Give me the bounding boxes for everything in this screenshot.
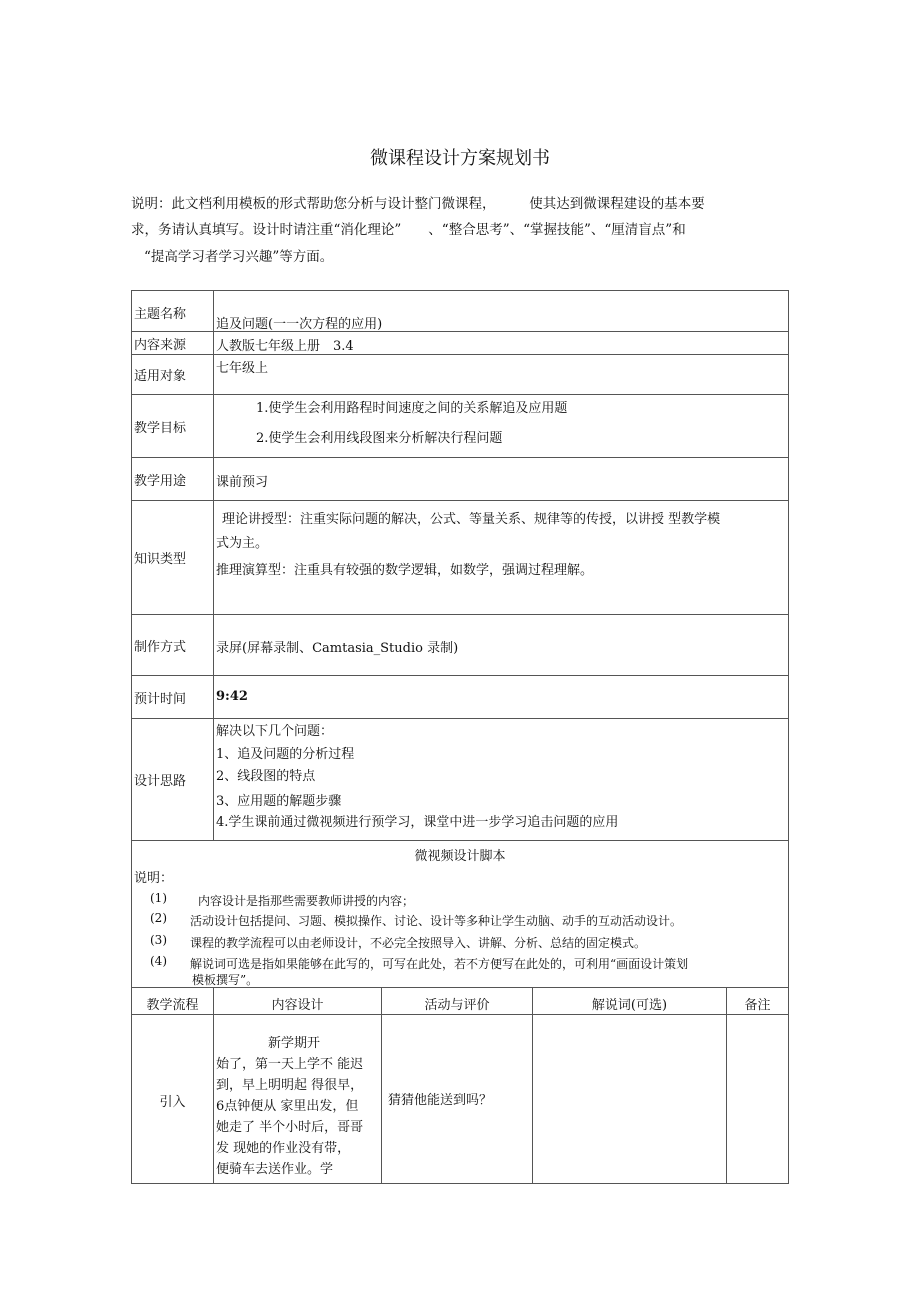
header-narration: 解说词(可选) [532,987,727,1015]
content-line: 6点钟便从 家里出发，但 [216,1099,359,1114]
content-line: 发 现她的作业没有带， [216,1141,351,1156]
note-number: (2) [150,911,167,925]
intro-line-2: 求，务请认真填写。设计时请注重“消化理论” 、“整合思考”、“掌握技能”、“厘清盲点”和 [131,222,686,238]
content-line: 到，早上明明起 得很早， [216,1078,364,1093]
value-time: 9:42 [213,675,789,719]
value-target: 七年级上 [213,354,789,395]
flow-content [213,1014,382,1184]
value-usage: 课前预习 [213,457,789,501]
content-line: 始了，第一天上学不 能迟 [216,1057,364,1072]
label-target: 适用对象 [131,354,214,395]
note-number: (1) [150,891,167,905]
label-source: 内容来源 [131,331,214,355]
label-time: 预计时间 [131,675,214,719]
value-design [213,718,789,841]
content-line: 便骑车去送作业。学 [216,1162,334,1177]
value-knowledge [213,500,789,615]
document-title: 微课程设计方案规划书 [370,148,550,169]
content-line: 新学期开 [216,1036,321,1051]
design-line: 解决以下几个问题： [216,724,334,739]
note-number: (3) [150,933,167,947]
knowledge-line: 推理演算型：注重具有较强的数学逻辑，如数学，强调过程理解。 [216,563,594,578]
note-text: 课程的教学流程可以由老师设计，不必完全按照导入、讲解、分析、总结的固定模式。 [190,936,647,950]
note-text: 模板撰写”。 [192,973,259,987]
header-remark: 备注 [726,987,789,1015]
design-line: 1、追及问题的分析过程 [216,747,355,762]
script-note-label: 说明： [134,871,174,886]
note-text: 活动设计包括提问、习题、模拟操作、讨论、设计等多种让学生动脑、动手的互动活动设计。 [190,914,683,928]
label-method: 制作方式 [131,614,214,676]
goal-item: 1.使学生会利用路程时间速度之间的关系解追及应用题 [256,401,568,416]
header-content: 内容设计 [213,987,382,1015]
intro-line-3: “提高学习者学习兴趣”等方面。 [144,249,334,265]
value-theme: 追及问题(一一次方程的应用) [213,290,789,332]
value-source: 人教版七年级上册 3.4 [213,331,789,355]
design-line: 3、应用题的解题步骤 [216,794,342,809]
flow-stage: 引入 [131,1014,214,1184]
design-line: 4.学生课前通过微视频进行预学习，课堂中进一步学习追击问题的应用 [216,815,619,830]
header-stage: 教学流程 [131,987,214,1015]
label-goals: 教学目标 [131,394,214,458]
note-text: 内容设计是指那些需要教师讲授的内容； [198,894,415,908]
label-design: 设计思路 [131,718,214,841]
flow-activity: 猜猜他能送到吗？ [381,1014,533,1184]
flow-remark [726,1014,789,1184]
knowledge-line: 理论讲授型：注重实际问题的解决，公式、等量关系、规律等的传授，以讲授 型教学模 [222,512,721,527]
value-goals [213,394,789,458]
header-activity: 活动与评价 [381,987,533,1015]
label-usage: 教学用途 [131,457,214,501]
flow-narration [532,1014,727,1184]
goal-item: 2.使学生会利用线段图来分析解决行程问题 [256,431,503,446]
design-line: 2、线段图的特点 [216,769,316,784]
content-line: 她走了 半个小时后，哥哥 [216,1120,364,1135]
value-method: 录屏(屏幕录制、Camtasia_Studio 录制) [213,614,789,676]
label-theme: 主题名称 [131,290,214,332]
note-text: 解说词可选是指如果能够在此写的，可写在此处，若不方便写在此处的，可利用“画面设计策划 [190,957,689,971]
label-knowledge: 知识类型 [131,500,214,615]
note-number: (4) [150,954,167,968]
script-title: 微视频设计脚本 [414,849,506,864]
knowledge-line: 式为主。 [216,536,269,551]
intro-line-1: 说明：此文档利用模板的形式帮助您分析与设计整门微课程， 使其达到微课程建设的基本要 [131,196,705,212]
script-section [131,840,789,988]
